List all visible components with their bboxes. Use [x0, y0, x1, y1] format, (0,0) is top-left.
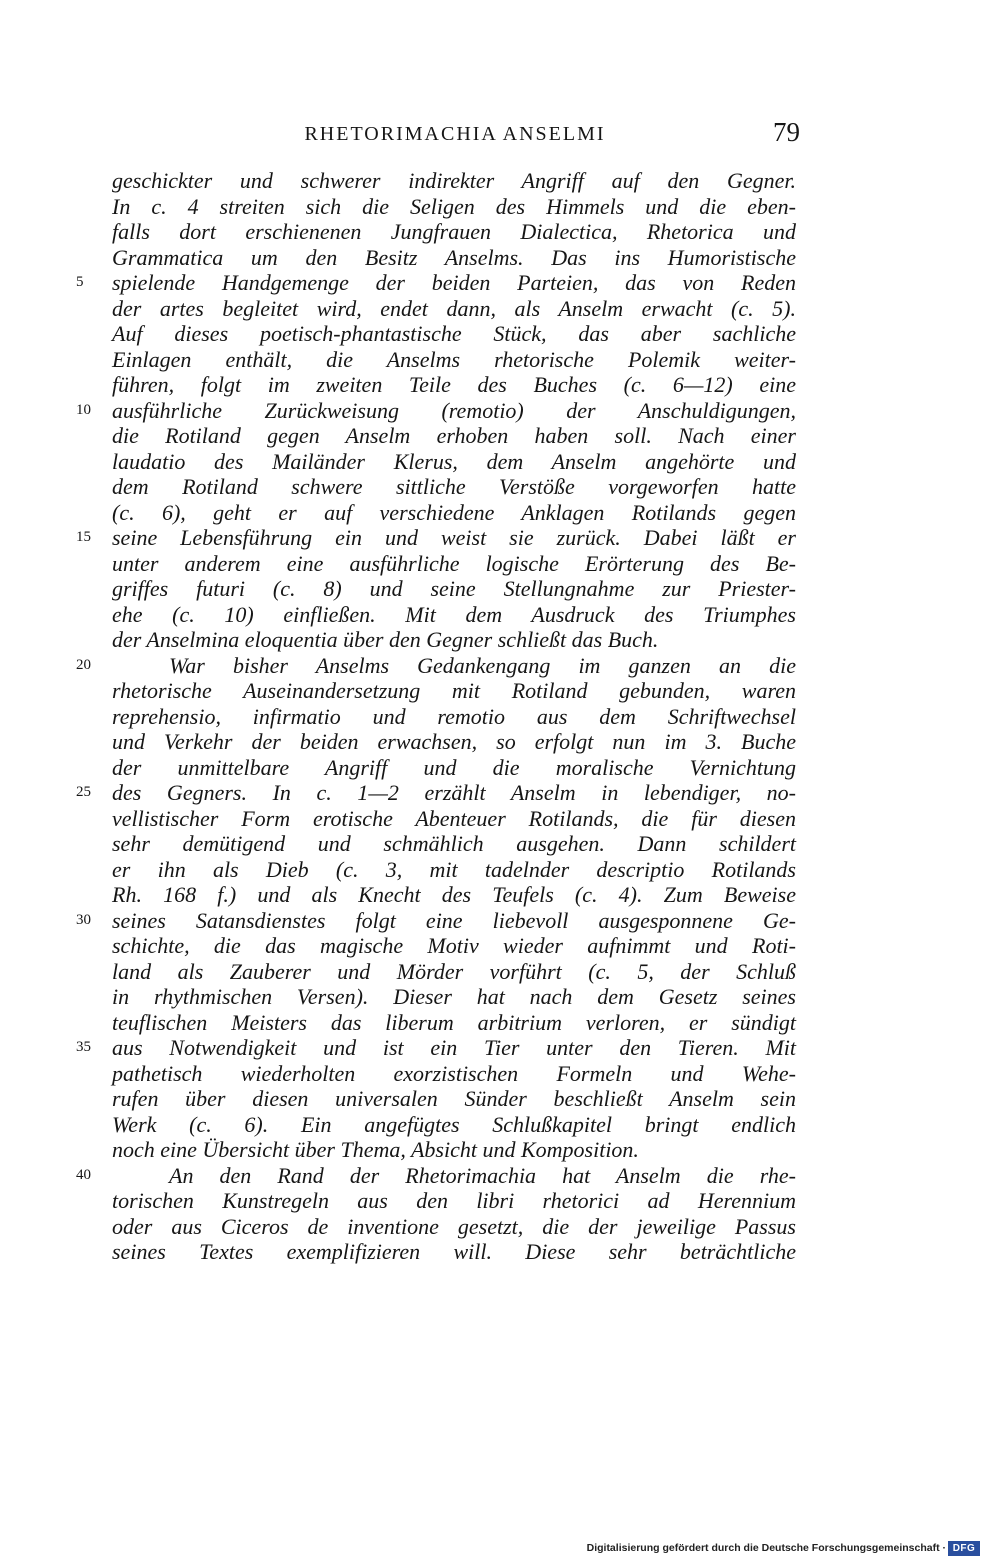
line-text: Grammatica um den Besitz Anselms. Das ins Humoristische	[112, 244, 796, 270]
text-line	[112, 500, 796, 526]
line-text: Einlagen enthält, die Anselms rhetorische Polemik weiter-	[112, 346, 796, 372]
dfg-logo: DFG	[948, 1541, 980, 1556]
text-line	[112, 602, 796, 628]
text-line	[112, 423, 796, 449]
text-line	[112, 347, 796, 373]
page-number: 79	[773, 117, 800, 147]
line-text: teuflischen Meisters das liberum arbitrium verloren, er sündigt	[112, 1009, 796, 1035]
text-line	[112, 551, 796, 577]
text-line	[112, 933, 796, 959]
text-line	[112, 678, 796, 704]
line-text: War bisher Anselms Gedankengang im ganzen an die	[169, 652, 796, 678]
line-text: seines Satansdienstes folgt eine liebevoll ausgesponnene Ge-	[112, 907, 796, 933]
line-text: reprehensio, infirmatio und remotio aus dem Schriftwechsel	[112, 703, 796, 729]
text-line	[76, 652, 796, 679]
text-line	[112, 474, 796, 500]
text-line	[112, 296, 796, 322]
text-line	[112, 372, 796, 398]
line-text: aus Notwendigkeit und ist ein Tier unter den Tieren. Mit	[112, 1035, 796, 1060]
text-line	[76, 1162, 796, 1189]
text-line	[112, 1137, 796, 1163]
line-number: 15	[76, 529, 91, 545]
line-text: seines Textes exemplifizieren will. Diese sehr beträchtliche	[112, 1239, 796, 1264]
line-text: der Anselmina eloquentia über den Gegner schließt das Buch.	[112, 627, 659, 652]
body-text	[76, 168, 796, 1265]
text-line	[76, 397, 796, 424]
text-line	[112, 755, 796, 781]
text-line	[112, 1188, 796, 1214]
text-line	[112, 245, 796, 271]
line-number: 10	[76, 401, 91, 418]
line-text: unter anderem eine ausführliche logische Erörterung des Be-	[112, 550, 796, 576]
line-text: ehe (c. 10) einfließen. Mit dem Ausdruck des Triumphes	[112, 601, 796, 627]
line-text: und Verkehr der beiden erwachsen, so erfolgt nun im 3. Buche	[112, 729, 796, 754]
text-line	[112, 627, 796, 653]
line-number: 30	[76, 911, 91, 928]
running-head	[110, 117, 800, 157]
text-line	[112, 831, 796, 857]
running-title: RHETORIMACHIA ANSELMI	[304, 123, 606, 145]
text-line	[112, 806, 796, 832]
text-line	[112, 449, 796, 475]
text-line	[112, 857, 796, 883]
text-line	[112, 959, 796, 985]
text-line	[112, 321, 796, 347]
footer-credit: Digitalisierung gefördert durch die Deutsche Forschungsgemeinschaft ·	[586, 1542, 946, 1554]
line-number: 25	[76, 784, 91, 800]
line-text: rhetorische Auseinandersetzung mit Rotiland gebunden, waren	[112, 678, 796, 703]
text-line	[112, 984, 796, 1010]
text-line	[112, 882, 796, 908]
text-line	[112, 1010, 796, 1036]
line-number: 5	[76, 274, 84, 290]
digitization-footer	[580, 1540, 990, 1558]
line-text: führen, folgt im zweiten Teile des Buches (c. 6—12) eine	[112, 372, 796, 397]
text-line	[112, 1214, 796, 1240]
line-text: pathetisch wiederholten exorzistischen Formeln und Wehe-	[112, 1060, 796, 1086]
text-line	[112, 1086, 796, 1112]
text-line	[76, 525, 796, 551]
line-text: des Gegners. In c. 1—2 erzählt Anselm in lebendiger, no-	[112, 780, 796, 805]
line-text: spielende Handgemenge der beiden Parteien, das von Reden	[112, 270, 796, 295]
text-line	[76, 1035, 796, 1061]
text-line	[112, 194, 796, 220]
line-text: falls dort erschienenen Jungfrauen Dialectica, Rhetorica und	[112, 219, 796, 244]
line-text: er ihn als Dieb (c. 3, mit tadelnder descriptio Rotilands	[112, 856, 796, 882]
text-line	[76, 907, 796, 934]
line-text: dem Rotiland schwere sittliche Verstöße vorgeworfen hatte	[112, 474, 796, 499]
line-text: noch eine Übersicht über Thema, Absicht und Komposition.	[112, 1137, 639, 1162]
line-text: schichte, die das magische Motiv wieder aufnimmt und Roti-	[112, 933, 796, 958]
line-number: 35	[76, 1039, 91, 1055]
line-number: 20	[76, 656, 91, 673]
line-text: in rhythmischen Versen). Dieser hat nach dem Gesetz seines	[112, 984, 796, 1009]
line-text: An den Rand der Rhetorimachia hat Anselm die rhe-	[169, 1162, 796, 1188]
line-text: die Rotiland gegen Anselm erhoben haben soll. Nach einer	[112, 423, 796, 448]
line-text: laudatio des Mailänder Klerus, dem Anselm angehörte und	[112, 448, 796, 474]
line-text: Auf dieses poetisch-phantastische Stück, das aber sachliche	[112, 321, 796, 346]
line-text: ausführliche Zurückweisung (remotio) der Anschuldigungen,	[112, 397, 796, 423]
text-line	[112, 729, 796, 755]
line-text: geschickter und schwerer indirekter Angriff auf den Gegner.	[112, 168, 796, 193]
text-line	[112, 168, 796, 194]
text-line	[112, 1112, 796, 1138]
text-line	[112, 219, 796, 245]
text-line	[112, 1061, 796, 1087]
text-line	[112, 1239, 796, 1265]
line-text: rufen über diesen universalen Sünder beschließt Anselm sein	[112, 1086, 796, 1111]
line-text: der artes begleitet wird, endet dann, als Anselm erwacht (c. 5).	[112, 295, 796, 321]
line-text: Werk (c. 6). Ein angefügtes Schlußkapitel bringt endlich	[112, 1111, 796, 1137]
line-text: der unmittelbare Angriff und die moralische Vernichtung	[112, 754, 796, 780]
line-text: seine Lebensführung ein und weist sie zurück. Dabei läßt er	[112, 525, 796, 550]
line-text: land als Zauberer und Mörder vorführt (c. 5, der Schluß	[112, 958, 796, 984]
line-text: griffes futuri (c. 8) und seine Stellungnahme zur Priester-	[112, 576, 796, 601]
text-line	[76, 780, 796, 806]
text-line	[112, 704, 796, 730]
line-text: sehr demütigend und schmählich ausgehen. Dann schildert	[112, 831, 796, 856]
line-number: 40	[76, 1166, 91, 1183]
line-text: Rh. 168 f.) und als Knecht des Teufels (c. 4). Zum Beweise	[112, 882, 796, 907]
line-text: oder aus Ciceros de inventione gesetzt, die der jeweilige Passus	[112, 1213, 796, 1239]
line-text: (c. 6), geht er auf verschiedene Anklagen Rotilands gegen	[112, 499, 796, 525]
line-text: vellistischer Form erotische Abenteuer Rotilands, die für diesen	[112, 805, 796, 831]
line-text: torischen Kunstregeln aus den libri rhetorici ad Herennium	[112, 1188, 796, 1213]
text-line	[76, 270, 796, 296]
line-text: In c. 4 streiten sich die Seligen des Himmels und die eben-	[112, 193, 796, 219]
text-line	[112, 576, 796, 602]
